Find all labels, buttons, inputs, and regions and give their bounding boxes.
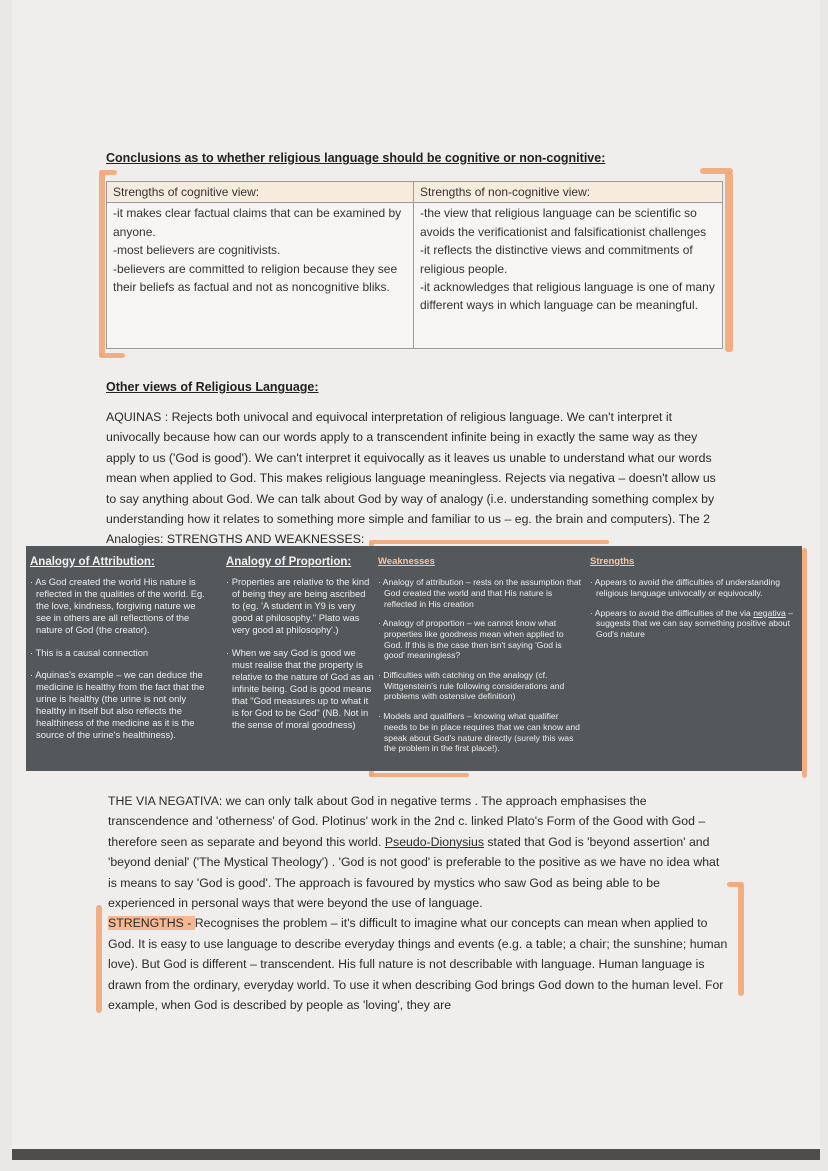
weakness-point: · Analogy of proportion – we cannot know what properties like goodness mean when applied to God. If this is the case then isn't saying 'God is good' meaningless? xyxy=(378,618,584,661)
noncognitive-cell xyxy=(414,203,723,349)
weaknesses-column xyxy=(378,554,584,763)
analogies-slide xyxy=(26,546,802,771)
strength-point-text: Appears to avoid the difficulties of the via xyxy=(594,607,754,618)
page-bottom-edge xyxy=(12,1149,820,1160)
attribution-point: · As God created the world His nature is reflected in the qualities of the world. Eg. the love, kindness, forgiving nature we see in others are all reflections of the nature of God (the creator). xyxy=(30,576,210,636)
weakness-point: · Models and qualifiers – knowing what qualifier needs to be in place requires that we can know and speak about God's nature directly (surely this was the problem in the first place!). xyxy=(378,711,584,754)
highlight-strengths-right xyxy=(738,884,744,996)
via-negativa-strengths-text: Recognises the problem – it's difficult to imagine what our concepts can mean when applied to God. It is easy to use language to describe everyday things and events (e.g. a table; a chair; the sunshine; human love). But God is different – transcendent. His full nature is not describable with language. Human language is drawn from the ordinary, everyday world. To use it when describing God brings God down to the human level. For example, when God is described by people as 'loving', they are xyxy=(108,916,728,1013)
highlight-bracket-left-cap xyxy=(99,170,117,175)
proportion-title: Analogy of Proportion: xyxy=(226,556,352,568)
attribution-point: · This is a causal connection xyxy=(30,647,210,659)
highlight-slide-bottom xyxy=(369,773,469,777)
strength-point xyxy=(590,608,796,640)
strengths-label: STRENGTHS - xyxy=(108,916,195,931)
highlight-bracket-right xyxy=(725,172,733,352)
cognitive-point: -most believers are cognitivists. xyxy=(113,243,281,258)
weaknesses-title: Weaknesses xyxy=(378,556,435,567)
attribution-point: · Aquinas's example – we can deduce the medicine is healthy from the fact that the urine is healthy (the urine is not only healthy in itself but also reflects the healthiness of the medicine as it is the source of the urine's healthiness). xyxy=(30,669,210,742)
proportion-column xyxy=(226,554,374,741)
aquinas-paragraph: AQUINAS : Rejects both univocal and equivocal interpretation of religious language. We can't interpret it univocally because how can our words apply to a transcendent infinite being in exactly the same way as they apply to us ('God is good'). We can't interpret it equivocally as it leaves us unable to understand what our words mean when applied to God. This makes religious language meaningless. Rejects via negativa – doesn't allow us to say anything about God. We can talk about God by way of analogy (i.e. understanding something complex by understanding how it relates to something more simple and familiar to us – eg. the brain and computers). The 2 Analogies: STRENGTHS AND WEAKNESSES: xyxy=(106,410,716,547)
highlight-bracket-left xyxy=(99,172,105,357)
strengths-title: Strengths xyxy=(590,556,635,567)
other-views-heading: Other views of Religious Language: xyxy=(106,380,319,394)
noncognitive-point: -the view that religious language can be scientific so avoids the verificationist and falsificationist challenges xyxy=(420,206,707,239)
highlight-slide-right xyxy=(802,548,807,778)
strengths-comparison-table xyxy=(106,181,723,349)
cognitive-cell xyxy=(107,203,414,349)
proportion-point: · Properties are relative to the kind of being they are being ascribed to (eg. 'A student in Y9 is very good at philosophy.'' Plato was very good at philosophy'.) xyxy=(226,576,374,636)
via-negativa-paragraph xyxy=(108,791,730,1015)
attribution-title: Analogy of Attribution: xyxy=(30,556,155,568)
weakness-point: · Difficulties with catching on the analogy (cf. Wittgenstein's rule following considerations and problems with ostensive definition) xyxy=(378,670,584,702)
via-negativa-text: THE VIA NEGATIVA: we can only talk about God in negative terms . The approach emphasises the transcendence and 'otherness' of God. Plotinus' work in the 2nd c. linked Plato's Form of the Good with God – therefore seen as separate and beyond this world. xyxy=(108,794,706,849)
negativa-underlined: negativa xyxy=(753,607,786,618)
cognitive-point: -it makes clear factual claims that can be examined by anyone. xyxy=(113,206,402,239)
noncognitive-point: -it acknowledges that religious language is one of many different ways in which language can be meaningful. xyxy=(420,280,715,313)
strength-point: · Appears to avoid the difficulties of understanding religious language univocally or equivocally. xyxy=(590,577,796,598)
cognitive-header: Strengths of cognitive view: xyxy=(107,182,414,203)
cognitive-point: -believers are committed to religion because they see their beliefs as factual and not as noncognitive bliks. xyxy=(113,261,398,295)
noncognitive-point: -it reflects the distinctive views and commitments of religious people. xyxy=(420,243,693,276)
conclusions-heading: Conclusions as to whether religious language should be cognitive or non-cognitive: xyxy=(106,151,606,165)
strengths-column xyxy=(590,554,796,649)
via-negativa-text: stated that God is 'beyond assertion' and 'beyond denial' ('The Mystical Theology') . 'God is not good' is preferable to the positive as we have no idea what is means to say 'God is good'. The approach is favoured by mystics who saw God as being able to be experienced in personal ways that were beyond the use of language. xyxy=(108,834,720,911)
noncognitive-header: Strengths of non-cognitive view: xyxy=(414,182,723,203)
weakness-point: · Analogy of attribution – rests on the assumption that God created the world and that His nature is reflected in His creation xyxy=(378,577,584,609)
highlight-bracket-right-cap xyxy=(700,168,733,174)
attribution-column xyxy=(30,554,210,751)
highlight-bracket-left-foot xyxy=(99,353,125,358)
proportion-point: · When we say God is good we must realise that the property is relative to the nature of God as an infinite being. God is good means that "God measures up to what it is for God to be God" (NB. Not in the sense of moral goodness) xyxy=(226,647,374,732)
highlight-strengths-left xyxy=(96,905,102,1013)
strength-point-text: – suggests that we can say something positive about God's nature xyxy=(596,607,793,639)
pseudo-dionysius-underlined: Pseudo-Dionysius xyxy=(384,834,484,849)
